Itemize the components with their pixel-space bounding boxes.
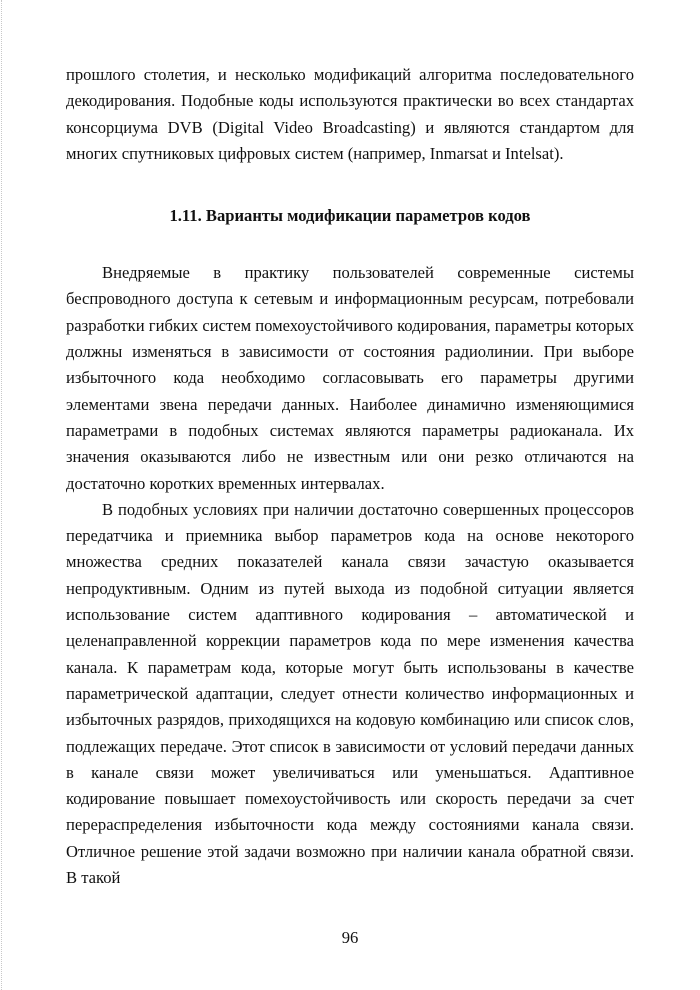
document-page (66, 62, 634, 891)
page-number: 96 (341, 928, 359, 947)
paragraph-1: Внедряемые в практику пользователей современные системы беспроводного доступа к сетевым и информационным ресурсам, потребовали разработки гибких систем помехоустойчивого кодирования, параметры которых должны изменяться в зависимости от состояния радиолинии. При выборе избыточного кода необходимо согласовывать его параметры другими элементами звена передачи данных. Наиболее динамично изменяющимися параметрами в подобных системах являются параметры радиоканала. Их значения оказываются либо не известным или они резко отличаются на достаточно коротких временных интервалах. (66, 263, 634, 493)
section-heading: 1.11. Варианты модификации параметров кодов (169, 206, 531, 226)
paragraph-continued: прошлого столетия, и несколько модификаций алгоритма последовательного декодирования. Подобные коды используются практически во всех стандартах консорциума DVB (Digital Video Broadcasting) и являются стандартом для многих спутниковых цифровых систем (например, Inmarsat и Intelsat). (66, 65, 634, 163)
page-edge-border (1, 0, 2, 990)
paragraph-2: В подобных условиях при наличии достаточно совершенных процессоров передатчика и приемника выбор параметров кода на основе некоторого множества средних показателей канала связи зачастую оказывается непродуктивным. Одним из путей выхода из подобной ситуации является использование систем адаптивного кодирования – автоматической и целенаправленной коррекции параметров кода по мере изменения качества канала. К параметрам кода, которые могут быть использованы в качестве параметрической адаптации, следует отнести количество информационных и избыточных разрядов, приходящихся на кодовую комбинацию или список слов, подлежащих передаче. Этот список в зависимости от условий передачи данных в канале связи может увеличиваться или уменьшаться. Адаптивное кодирование повышает помехоустойчивость или скорость передачи за счет перераспределения избыточности кода между состояниями канала связи. Отличное решение этой задачи возможно при наличии канала обратной связи. В такой (66, 499, 634, 888)
